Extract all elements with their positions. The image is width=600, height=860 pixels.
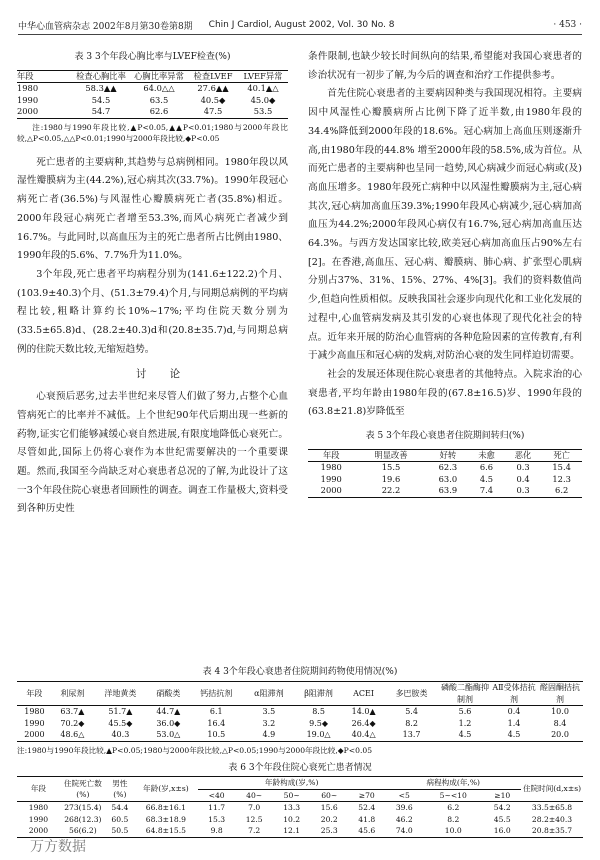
table4-header: ACEI (353, 688, 375, 698)
table5-header: 未愈 (478, 449, 495, 460)
table-cell: 45.5 (493, 814, 511, 824)
page-number: · 453 · (553, 20, 582, 30)
running-header (18, 16, 582, 35)
table-cell: 45.5◆ (108, 718, 133, 728)
table5-caption: 表 5 3个年段心衰患者住院期间转归(%) (365, 431, 525, 442)
table-cell: 10.2 (283, 814, 301, 824)
table-row (17, 95, 288, 107)
table-cell: 60.5 (111, 814, 129, 824)
table6-group-header: 病程构成(年,%) (386, 777, 521, 790)
table-cell: 15.5 (381, 462, 401, 473)
table-cell: 63.9 (438, 485, 458, 496)
table-cell: 22.2 (381, 485, 401, 496)
table4-header: 钙拮抗剂 (200, 688, 233, 698)
table6-header: 住院时间(d,x±s) (522, 784, 582, 794)
table6-header: 40~ (246, 790, 263, 800)
table-row (17, 825, 583, 837)
journal-title: 中华心血管病杂志 2002年8月第30卷第8期 (18, 21, 193, 32)
table-cell: 9.5◆ (309, 718, 329, 728)
table-cell: 10.5 (207, 730, 226, 739)
body-paragraph: 心衰预后恶劣,过去半世纪来尽管人们做了努力,占整个心血管病死亡的比率并不减低。上个世纪90年代后期出现一些新的药物,证实它们能够减缓心衰自然进展,有限度地降低心衰死亡。尽管如此,国际上仍将心衰作为本世纪需要解决的一个重要课题。然而,我国至今尚缺乏对心衰患者总况的了解,为此设计了这一3个年段住院心衰患者回顾性的调查。调查工作量极大,资料受到各种历史性 (17, 391, 288, 515)
table-cell: 0.3 (516, 462, 530, 473)
table-cell: 5.4 (405, 707, 418, 716)
left-column (17, 48, 288, 519)
table-cell: 48.6△ (60, 730, 85, 739)
table-cell: 2000 (320, 485, 342, 496)
table-cell: 26.4◆ (351, 718, 376, 728)
table-cell: 268(12.3) (64, 814, 102, 824)
table4-note: 注:1980与1990年段比较,▲P<0.05;1980与2000年段比较,△P<0.05;1990与2000年段比较,◆P<0.05 (17, 745, 373, 755)
table4-header: 磷酸二酯酶抑制剂 (441, 683, 489, 704)
table4-header: AⅡ受体拮抗剂 (492, 683, 536, 704)
table-cell: 4.5 (458, 730, 472, 739)
table5-header: 好转 (439, 449, 457, 460)
table-cell: 36.0◆ (156, 718, 181, 728)
table-cell: 8.2 (447, 814, 460, 824)
table-cell: 74.0 (395, 826, 413, 835)
table-cell: 63.5 (149, 94, 169, 105)
table-cell: 2000 (24, 730, 45, 739)
table4-block (17, 664, 583, 756)
table3-header: 年段 (17, 70, 34, 81)
table-cell: 8.4 (553, 718, 567, 728)
table-cell: 20.2 (320, 814, 338, 824)
table-cell: 1990 (24, 718, 45, 728)
body-paragraph: 3个年段,死亡患者平均病程分别为(141.6±122.2)个月、(103.9±40.3)个月、(51.3±79.4)个月,与同期总病例的平均病程比较,粗略计算约长10%~17%;平均住院天数分别为(33.5±65.8)d、(28.2±40.3)d和(20.8±35.7)d,与同期总病例的住院天数比较,无缩短趋势。 (17, 268, 288, 355)
table-row (308, 485, 582, 497)
table-cell: 6.2 (555, 485, 569, 496)
table-cell: 3.5 (262, 707, 276, 716)
table-cell: 2000 (28, 826, 49, 835)
table-cell: 10.0 (444, 826, 462, 835)
table6-header: 5~<10 (439, 790, 467, 800)
table-cell: 46.2 (395, 814, 413, 824)
table3-header: 心胸比率异常 (134, 70, 184, 81)
table-row (17, 729, 583, 741)
table-cell: 4.5 (507, 730, 521, 739)
table-cell: 53.5 (253, 106, 273, 117)
table-cell: 11.7 (208, 803, 226, 812)
table6-header: ≥10 (494, 790, 511, 800)
table4-header: 硝酸类 (156, 688, 181, 698)
table-cell: 66.8±16.1 (145, 803, 186, 812)
table-cell: 12.1 (283, 826, 301, 835)
table-cell: 6.2 (447, 803, 460, 812)
table-cell: 20.0 (551, 730, 569, 739)
table3-header: 检查LVEF (193, 70, 233, 81)
table-cell: 64.0△△ (143, 83, 175, 94)
table-cell: 63.0 (438, 473, 458, 484)
table-cell: 16.0 (493, 826, 511, 835)
table6-header: 50~ (283, 790, 300, 800)
table-cell: 273(15.4) (64, 803, 102, 812)
table4 (17, 681, 583, 742)
table-cell: 15.4 (552, 462, 571, 473)
table4-header: β阻滞剂 (304, 688, 333, 698)
table-cell: 15.6 (320, 803, 338, 812)
table-cell: 4.5 (479, 473, 494, 484)
table-cell: 56(6.2) (69, 826, 97, 835)
table-row (17, 802, 583, 814)
table-cell: 62.6 (149, 106, 169, 117)
table-cell: 58.3▲▲ (85, 83, 117, 94)
body-paragraph: 条件限制,也缺少较长时间纵向的结果,希望能对我国心衰患者的诊治状况有一初步了解,为今后的调查和治疗工作提供参考。 (308, 51, 582, 81)
body-paragraph: 社会的发展还体现住院心衰患者的其他特点。入院求治的心衰患者,平均年龄由1980年段的(67.8±16.5)岁、1990年段的(63.8±21.8)岁降低至 (308, 368, 582, 418)
table5-header: 恶化 (514, 449, 532, 460)
table-cell: 70.2◆ (60, 718, 85, 728)
table4-caption: 表 4 3个年段心衰患者住院期间药物使用情况(%) (202, 667, 398, 677)
table-cell: 51.7▲ (108, 707, 133, 716)
table-cell: 44.7▲ (156, 707, 181, 716)
table4-header: 洋地黄类 (104, 688, 137, 698)
table-row (308, 462, 582, 474)
table-row (17, 83, 288, 95)
table-cell: 0.4 (507, 707, 521, 716)
table3-header: LVEF异常 (243, 70, 283, 81)
table-cell: 45.0◆ (250, 94, 276, 105)
table6-header: 年龄(岁,x±s) (143, 784, 189, 794)
table5 (308, 449, 582, 498)
table-cell: 54.2 (493, 803, 511, 812)
table-cell: 9.8 (210, 826, 223, 835)
table4-header: 年段 (26, 688, 43, 698)
table-cell: 1990 (320, 473, 342, 484)
table3-note: 注:1980与1990年段比较,▲P<0.05,▲▲P<0.01;1980与2000年段比较,△P<0.05,△△P<0.01;1990与2000年段比较,◆P<0.05 (17, 122, 288, 143)
table-cell: 27.6▲▲ (197, 83, 229, 94)
table-cell: 12.5 (245, 814, 263, 824)
table-cell: 50.5 (111, 826, 129, 835)
table-cell: 54.7 (91, 106, 111, 117)
table-cell: 3.2 (262, 718, 276, 728)
table-row (17, 814, 583, 826)
table-cell: 39.6 (395, 803, 413, 812)
table-cell: 41.8 (358, 814, 376, 824)
table-cell: 25.3 (320, 826, 338, 835)
body-paragraph: 首先住院心衰患者的主要病因种类与我国现况相符。主要病因中风湿性心瓣膜病所占比例下降了近半数,由1980年段的34.4%降低到2000年段的18.6%。冠心病加上高血压则逐渐升高,由1980年段的44.8% 增至2000年段的58.5%,成为首位。从而死亡患者的主要病种也呈同一趋势,风心病减少而冠心病或(及)高血压增多。1980年段死亡病种中以风湿性瓣膜病为主,冠心病其次,冠心病加高血压39.3%;1990年段风心病减少,冠心病加高血压为44.2%;2000年段风心病仅有16.7%,冠心病加高血压达64.3%。与西方发达国家比较,欧美冠心病加高血压占90%左右[2]。在香港,高血压、冠心病、瓣膜病、肺心病、扩张型心肌病分别占37%、31%、15%、27%、4%[3]。我们的资料数值尚少,但趋向性质相似。反映我国社会逐步向现代化和工业化发展的过程中,心血管病发病及其引发的心衰也体现了现代化社会的特点。近年来开展的防治心血管病的各种危险因素的宣传教育,有利于减少高血压和冠心病的发病,对防治心衰的发生同样迫切需要。 (308, 88, 582, 362)
table6-header: <40 (208, 790, 225, 800)
watermark: 万方数据 (30, 839, 86, 855)
table-cell: 0.4 (516, 473, 530, 484)
table-row (17, 706, 583, 718)
table-cell: 7.0 (248, 803, 261, 812)
table-cell: 1980 (17, 83, 39, 94)
table-cell: 10.0 (551, 707, 569, 716)
table-cell: 1990 (17, 94, 39, 105)
table-cell: 54.5 (91, 94, 111, 105)
journal-title-en: Chin J Cardiol, August 2002, Vol. 30 No. 8 (208, 20, 395, 30)
table-cell: 1980 (28, 803, 49, 812)
table6-header: <5 (398, 790, 410, 800)
table-cell: 28.2±40.3 (531, 814, 573, 824)
table-cell: 8.2 (405, 718, 418, 728)
table-cell: 6.6 (479, 462, 494, 473)
table-cell: 8.5 (312, 707, 325, 716)
table4-header: 多巴胺类 (395, 688, 428, 698)
table-cell: 6.1 (209, 707, 223, 716)
table5-header: 年段 (322, 449, 340, 460)
table-cell: 19.0△ (306, 730, 331, 739)
table-cell: 53.0△ (156, 730, 181, 739)
table-cell: 15.3 (208, 814, 226, 824)
table-cell: 5.6 (458, 707, 472, 716)
table-cell: 64.8±15.5 (145, 826, 186, 835)
table-cell: 1980 (24, 707, 45, 716)
table-row (308, 474, 582, 486)
body-paragraph: 死亡患者的主要病种,其趋势与总病例相同。1980年段以风湿性瓣膜病为主(44.2%),冠心病其次(33.7%)。1990年段冠心病死亡者(36.5%)与风湿性心瓣膜病死亡者(35.8%)相近。2000年段冠心病死亡者增至53.3%,而风心病死亡者减少到16.7%。与此同时,以高血压为主的死亡患者所占比例由1980、1990年段的5.6%、7.7%升为11.0%。 (17, 156, 288, 262)
table-cell: 33.5±65.8 (531, 803, 573, 812)
table-cell: 62.3 (438, 462, 458, 473)
table-cell: 7.2 (248, 826, 261, 835)
table-cell: 13.7 (402, 730, 421, 739)
table-cell: 40.1▲△ (247, 83, 279, 94)
right-column (308, 48, 582, 498)
table-cell: 1990 (28, 814, 49, 824)
table-cell: 13.3 (283, 803, 301, 812)
table-cell: 14.0▲ (351, 707, 376, 716)
table6-caption: 表 6 3个年段住院心衰死亡患者情况 (228, 763, 372, 773)
table4-header: α阻滞剂 (254, 688, 284, 698)
table-cell: 19.6 (381, 473, 401, 484)
table-cell: 0.3 (516, 485, 530, 496)
table-row (17, 106, 288, 118)
table-cell: 2000 (17, 106, 39, 117)
table-cell: 4.9 (262, 730, 276, 739)
table6-header: 男性(%) (112, 778, 128, 799)
table3-caption: 表 3 3个年段心胸比率与LVEF检查(%) (74, 52, 231, 62)
table5-header: 死亡 (553, 449, 570, 460)
table-cell: 68.3±18.9 (145, 814, 186, 824)
table6-header: 60~ (321, 790, 338, 800)
table-cell: 20.8±35.7 (531, 826, 573, 835)
table-cell: 16.4 (207, 718, 226, 728)
table-cell: 45.6 (358, 826, 376, 835)
table6-header: 年段 (30, 784, 47, 794)
section-heading: 讨 论 (135, 368, 191, 381)
table-cell: 1.2 (458, 718, 472, 728)
table6-header: ≥70 (358, 790, 375, 800)
table5-header: 明显改善 (374, 449, 408, 460)
table-cell: 7.4 (479, 485, 494, 496)
table-row (17, 718, 583, 730)
table-cell: 47.5 (203, 106, 223, 117)
table6 (17, 776, 583, 838)
table4-header: 醛固酮拮抗剂 (540, 683, 580, 704)
table-cell: 63.7▲ (60, 707, 85, 716)
table-cell: 40.3 (111, 730, 130, 739)
table-cell: 1.4 (507, 718, 521, 728)
table-cell: 40.5◆ (200, 94, 226, 105)
table-cell: 12.3 (552, 473, 571, 484)
table3 (17, 70, 288, 119)
table-cell: 52.4 (358, 803, 376, 812)
table6-header: 住院死亡数(%) (63, 778, 102, 799)
table4-header: 利尿剂 (60, 688, 85, 698)
table3-header: 检查心胸比率 (76, 70, 126, 81)
table-cell: 1980 (320, 462, 342, 473)
table6-group-header: 年龄构成(岁,%) (198, 777, 386, 790)
table-cell: 54.4 (111, 803, 129, 812)
table6-block (17, 760, 583, 838)
table-cell: 40.4△ (351, 730, 376, 739)
